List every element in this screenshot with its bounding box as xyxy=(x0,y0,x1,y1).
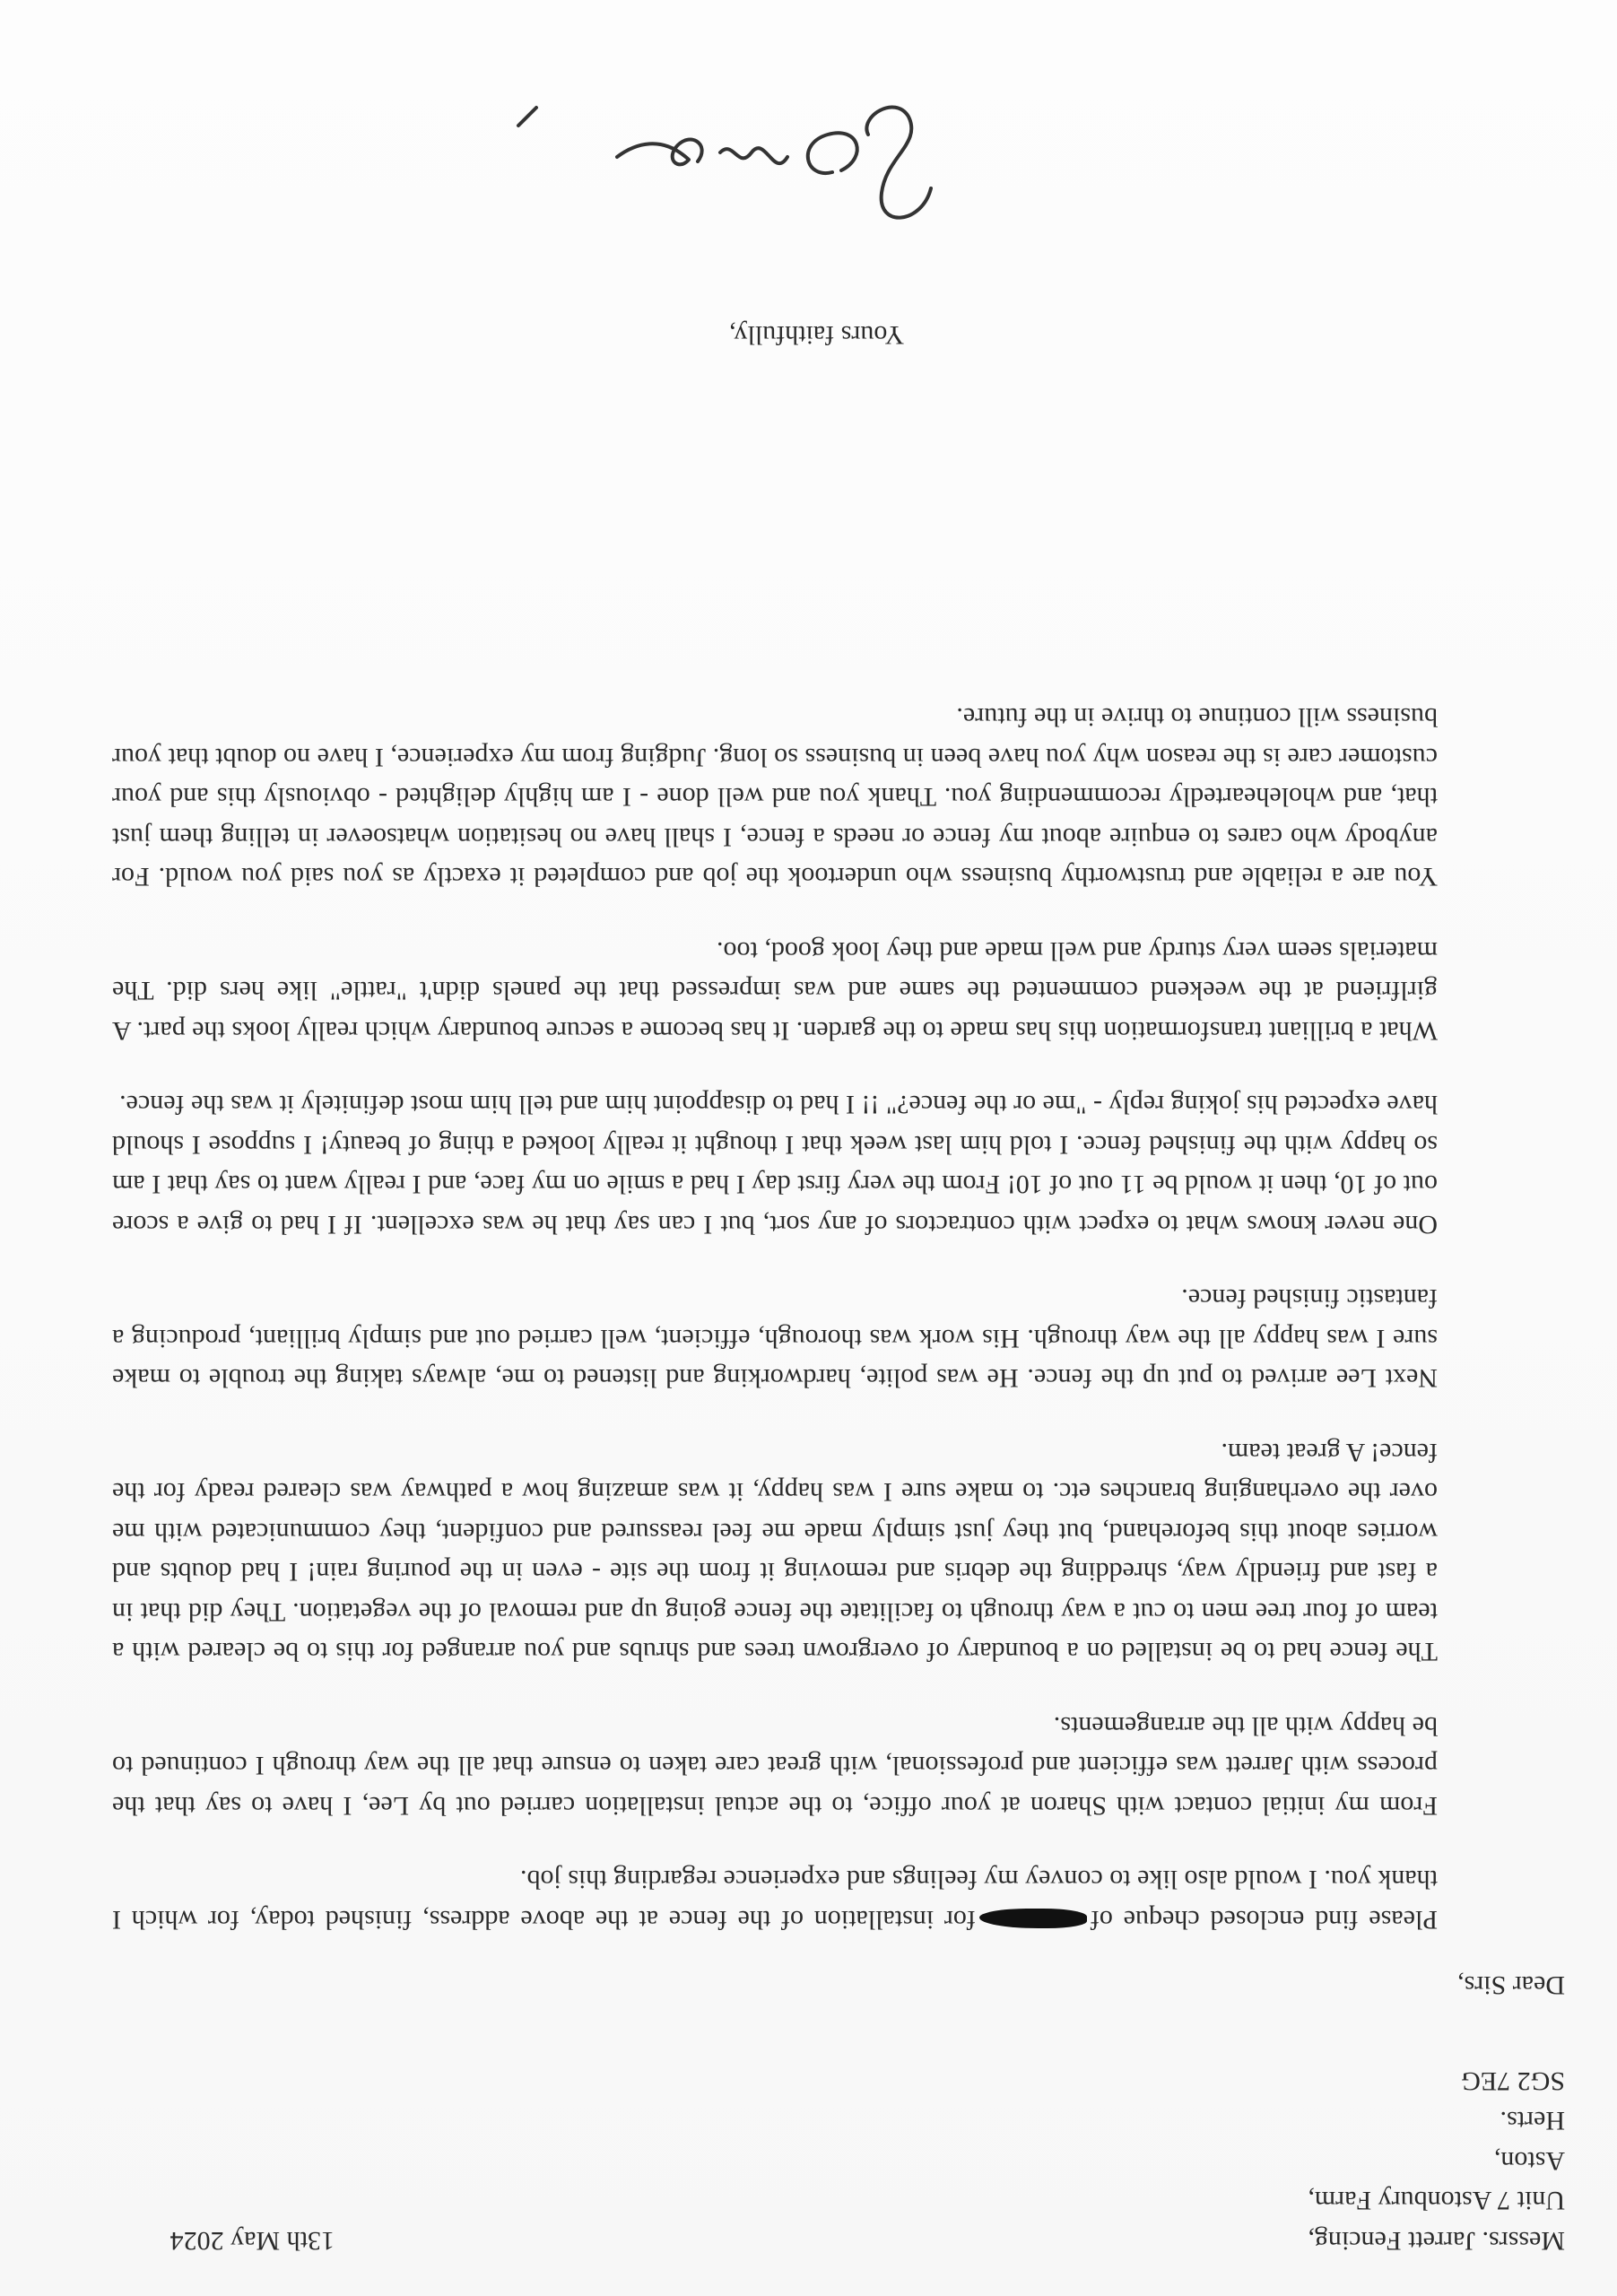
paragraph-1-end: for installation of the fence at the above address, finished today, for which I thank you. I would also like to convey my feelings and experience regarding this job. xyxy=(112,1865,1438,1935)
paragraph-1-start: Please find enclosed cheque of xyxy=(1090,1905,1438,1935)
letter-date: 13th May 2024 xyxy=(170,2226,335,2256)
recipient-address xyxy=(937,2061,1565,2261)
letter-body xyxy=(112,663,1438,1939)
paragraph-transformation: What a brilliant transformation this has made to the garden. It has become a secure boundary which really looks the part. A girlfriend at the weekend commented the same and was impressed that the panels didn't "rattle" like hers did. The materials seem very sturdy and well made and they look good, too. xyxy=(112,936,1438,1046)
paragraph-score: One never knows what to expect with contractors of any sort, but I can say that he was excellent. If I had to give a score out of 10, then it would be 11 out of 10! From the very first day I had a smile on my face, and I really want to say that I am so happy with the finished fence. I told him last week that I thought it really looked a thing of beauty! I suppose I should have expected his joking reply - "me or the fence?" !! I had to disappoint him and tell him most definitely it was the fence. xyxy=(112,1090,1438,1239)
paragraph-clearing: The fence had to be installed on a boundary of overgrown trees and shrubs and you arranged for this to be cleared with a team of four tree men to cut a way through to facilitate the fence going up and removal of the vegetation. They did that in a fast and friendly way, shredding the debris and removing it from the site - even in the pouring rain! I had doubts and worries about this beforehand, but they just simply made me feel reassured and confident, they communicated with me over the overhanging branches etc. to make sure I was happy, it was amazing how a pathway was cleared ready for the fence! A great team. xyxy=(112,1438,1438,1667)
address-line-2: Unit 7 Astonbury Farm, xyxy=(1308,2186,1565,2216)
address-line-4: Herts. xyxy=(1500,2106,1565,2136)
redaction-mark xyxy=(979,1909,1087,1928)
salutation: Dear Sirs, xyxy=(1457,1970,1565,2000)
closing: Yours faithfully, xyxy=(728,320,904,350)
address-line-1: Messrs. Jarrett Fencing, xyxy=(1308,2226,1565,2256)
paragraph-payment xyxy=(112,1859,1438,1939)
paragraph-initial-contact: From my initial contact with Sharon at your office, to the actual installation carried out by Lee, I have to say that the process with Jarrett was efficient and professional, with great care taken to ensure that all the way through I continued to be happy with all the arrangements. xyxy=(112,1711,1438,1821)
address-line-3: Aston, xyxy=(1493,2146,1565,2176)
address-line-5: SG2 7EG xyxy=(1461,2066,1565,2096)
paragraph-installer: Next Lee arrived to put up the fence. He was polite, hardworking and listened to me, always taking the trouble to make sure I was happy all the way through. His work was thorough, efficient, well carried out and simply brilliant, producing a fantastic finished fence. xyxy=(112,1283,1438,1394)
handwritten-signature-icon xyxy=(456,90,958,242)
paragraph-recommendation: You are a reliable and trustworthy business who undertook the job and completed it exactly as you said you would. For anybody who cares to enquire about my fence or needs a fence, I shall have no hesitation whatsoever in telling them just that, and wholeheartedly recommending you. Thank you and well done - I am highly delighted - obviously this and your customer care is the reason why you have been in business so long. Judging from my experience, I have no doubt that your business will continue to thrive in the future. xyxy=(112,702,1438,892)
